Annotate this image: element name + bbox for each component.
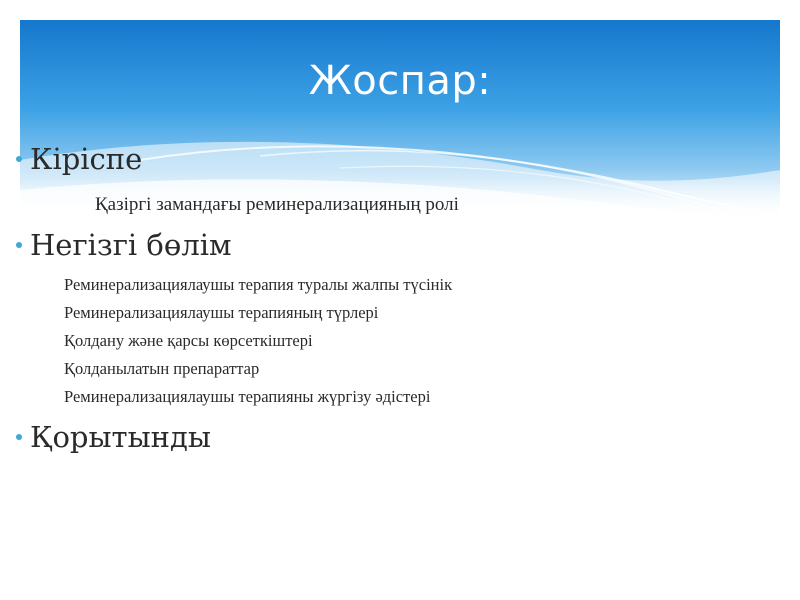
list-item: Қолданылатын препараттар <box>64 359 260 378</box>
section-heading-main <box>16 228 232 262</box>
slide-title: Жоспар: <box>308 58 492 104</box>
list-item: Қазіргі замандағы реминерализацияның ролі <box>95 194 459 215</box>
section-heading-label: Кіріспе <box>30 142 143 176</box>
section-heading-conclusion <box>16 420 211 454</box>
bullet-icon <box>16 434 22 440</box>
bullet-icon <box>16 156 22 162</box>
section-heading-label: Негізгі бөлім <box>30 228 232 262</box>
list-item: Реминерализациялаушы терапия туралы жалпы түсінік <box>64 275 453 294</box>
list-item: Реминерализациялаушы терапияның түрлері <box>64 303 379 322</box>
bullet-icon <box>16 242 22 248</box>
list-item: Реминерализациялаушы терапияны жүргізу әдістері <box>64 387 431 406</box>
section-heading-label: Қорытынды <box>30 420 211 454</box>
section-heading-intro <box>16 142 142 176</box>
list-item: Қолдану және қарсы көрсеткіштері <box>64 331 313 350</box>
